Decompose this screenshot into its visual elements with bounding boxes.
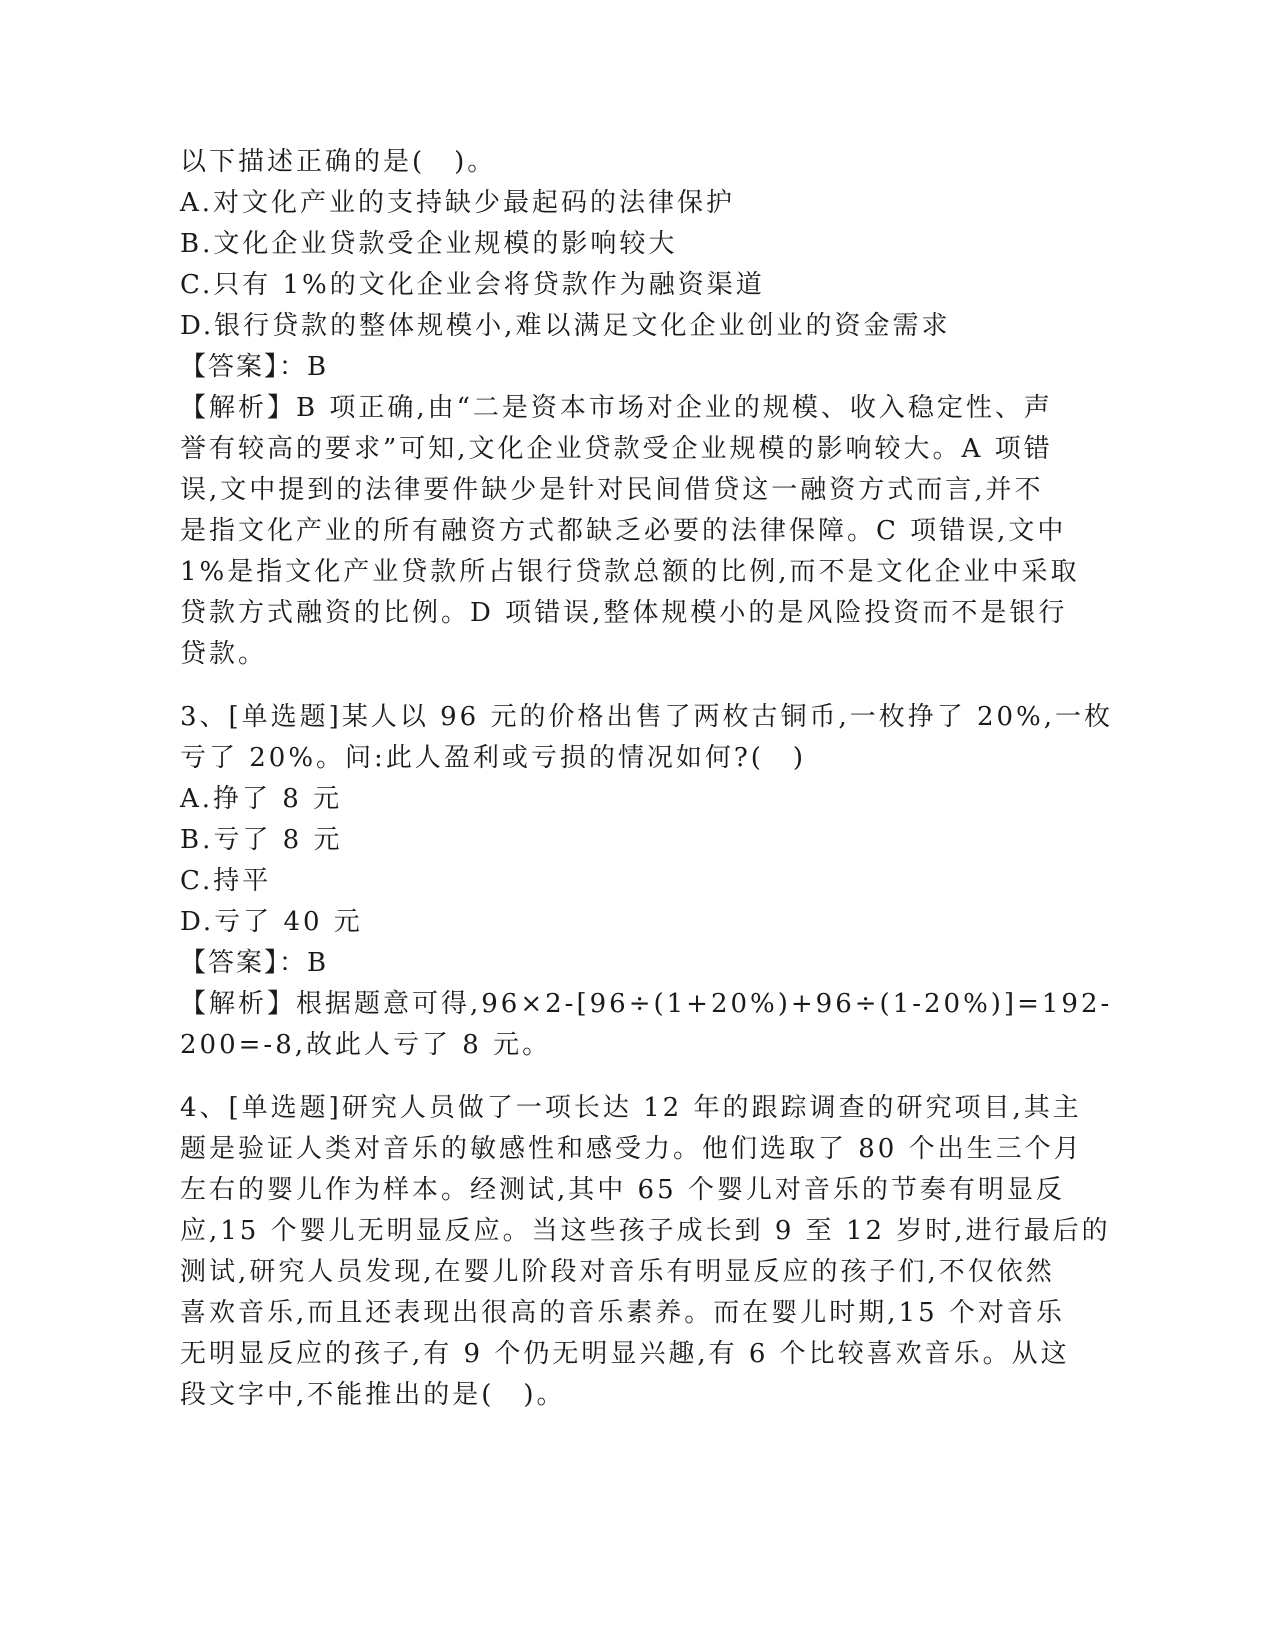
option-c: C.持平 — [180, 866, 272, 896]
analysis-line: 1%是指文化产业贷款所占银行贷款总额的比例,而不是文化企业中采取 — [180, 557, 1080, 587]
option-d: D.亏了 40 元 — [180, 907, 363, 937]
question-stem: 段文字中,不能推出的是( )。 — [180, 1380, 566, 1410]
analysis-line: 误,文中提到的法律要件缺少是针对民间借贷这一融资方式而言,并不 — [180, 475, 1044, 505]
question-stem: 无明显反应的孩子,有 9 个仍无明显兴趣,有 6 个比较喜欢音乐。从这 — [180, 1339, 1070, 1369]
option-c: C.只有 1%的文化企业会将贷款作为融资渠道 — [180, 270, 765, 300]
question-stem: 亏了 20%。问:此人盈利或亏损的情况如何?( ) — [180, 743, 807, 773]
question-stem: 3、[单选题]某人以 96 元的价格出售了两枚古铜币,一枚挣了 20%,一枚 — [180, 702, 1114, 732]
question-stem: 以下描述正确的是( )。 — [180, 147, 497, 177]
question-stem: 4、[单选题]研究人员做了一项长达 12 年的跟踪调查的研究项目,其主 — [180, 1093, 1082, 1123]
answer: 【答案】：B — [180, 948, 329, 978]
option-a: A.对文化产业的支持缺少最起码的法律保护 — [180, 188, 736, 218]
question-stem: 测试,研究人员发现,在婴儿阶段对音乐有明显反应的孩子们,不仅依然 — [180, 1257, 1055, 1287]
option-b: B.亏了 8 元 — [180, 825, 343, 855]
analysis-line: 【解析】根据题意可得,96×2-[96÷(1+20%)+96÷(1-20%)]=192- — [180, 989, 1113, 1019]
paragraph-gap — [180, 675, 1040, 697]
document-content — [180, 142, 1114, 1416]
option-a: A.挣了 8 元 — [180, 784, 343, 814]
analysis-line: 【解析】B 项正确,由“二是资本市场对企业的规模、收入稳定性、声 — [180, 393, 1053, 423]
analysis-line: 誉有较高的要求”可知,文化企业贷款受企业规模的影响较大。A 项错 — [180, 434, 1053, 464]
question-stem: 喜欢音乐,而且还表现出很高的音乐素养。而在婴儿时期,15 个对音乐 — [180, 1298, 1065, 1328]
question-4 — [180, 1088, 1111, 1416]
question-stem: 应,15 个婴儿无明显反应。当这些孩子成长到 9 至 12 岁时,进行最后的 — [180, 1216, 1111, 1246]
option-b: B.文化企业贷款受企业规模的影响较大 — [180, 229, 678, 259]
question-3 — [180, 697, 1114, 1066]
question-stem: 左右的婴儿作为样本。经测试,其中 65 个婴儿对音乐的节奏有明显反 — [180, 1175, 1065, 1205]
question-stem: 题是验证人类对音乐的敏感性和感受力。他们选取了 80 个出生三个月 — [180, 1134, 1083, 1164]
analysis-line: 200=-8,故此人亏了 8 元。 — [180, 1030, 552, 1060]
analysis-line: 是指文化产业的所有融资方式都缺乏必要的法律保障。C 项错误,文中 — [180, 516, 1067, 546]
answer: 【答案】：B — [180, 352, 329, 382]
paragraph-gap — [180, 1066, 1040, 1088]
option-d: D.银行贷款的整体规模小,难以满足文化企业创业的资金需求 — [180, 311, 951, 341]
analysis-line: 贷款。 — [180, 639, 268, 669]
analysis-line: 贷款方式融资的比例。D 项错误,整体规模小的是风险投资而不是银行 — [180, 598, 1068, 628]
question-2 — [180, 142, 1080, 675]
